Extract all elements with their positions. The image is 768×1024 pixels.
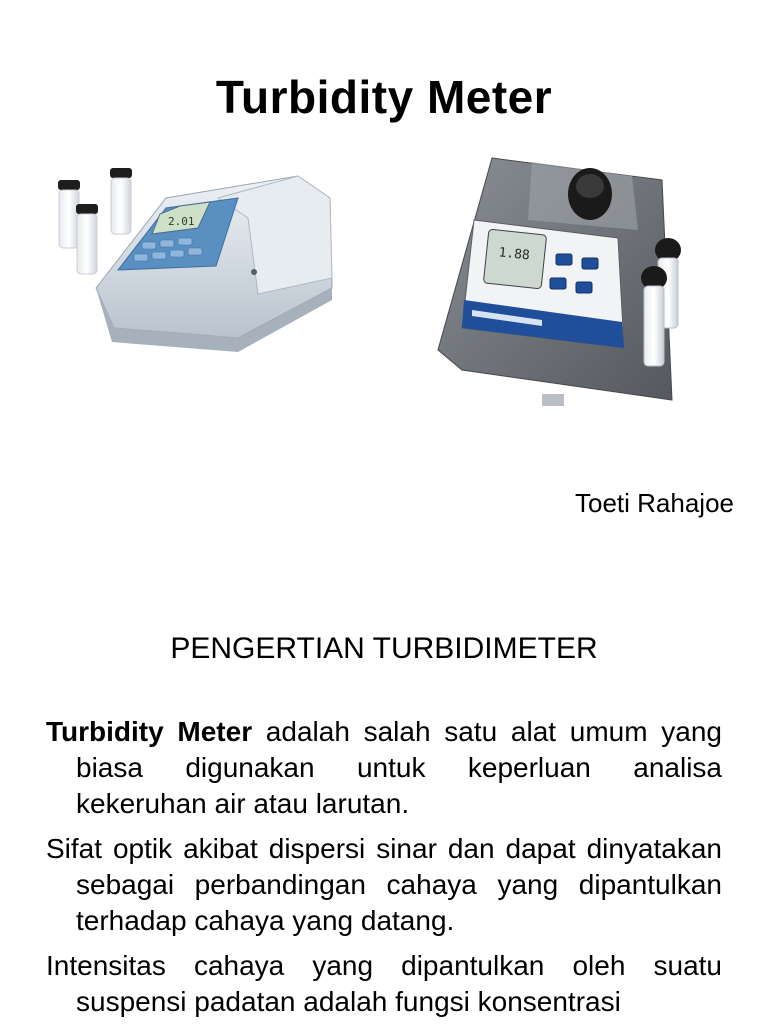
paragraph [46,714,722,822]
display-reading: 2.01 [168,215,195,228]
display-reading: 1.88 [497,245,531,264]
sample-vial-icon [76,204,98,274]
paragraph [46,948,722,1020]
paragraph [46,831,722,939]
paragraph-bold-term: Turbidity Meter [46,716,253,747]
slide-title: Turbidity Meter [215,71,553,123]
paragraph-text: Intensitas cahaya yang dipantulkan oleh suatu suspensi padatan adalah fungsi konsentrasi [46,950,722,1017]
turbidity-meter-photo-left [48,158,348,358]
sample-vial-icon [641,266,667,366]
turbidity-meter-photo-right [432,150,702,415]
body-text [46,714,722,1024]
section-heading: PENGERTIAN TURBIDIMETER [170,632,598,665]
slide-author: Toeti Rahajoe [575,488,734,518]
paragraph-text: adalah salah satu alat umum yang biasa digunakan untuk keperluan analisa kekeruhan air atau larutan. [76,716,722,819]
paragraph-text: Sifat optik akibat dispersi sinar dan dapat dinyatakan sebagai perbandingan cahaya yang dipantulkan terhadap cahaya yang datang. [46,833,722,936]
sample-vial-icon [110,168,132,234]
